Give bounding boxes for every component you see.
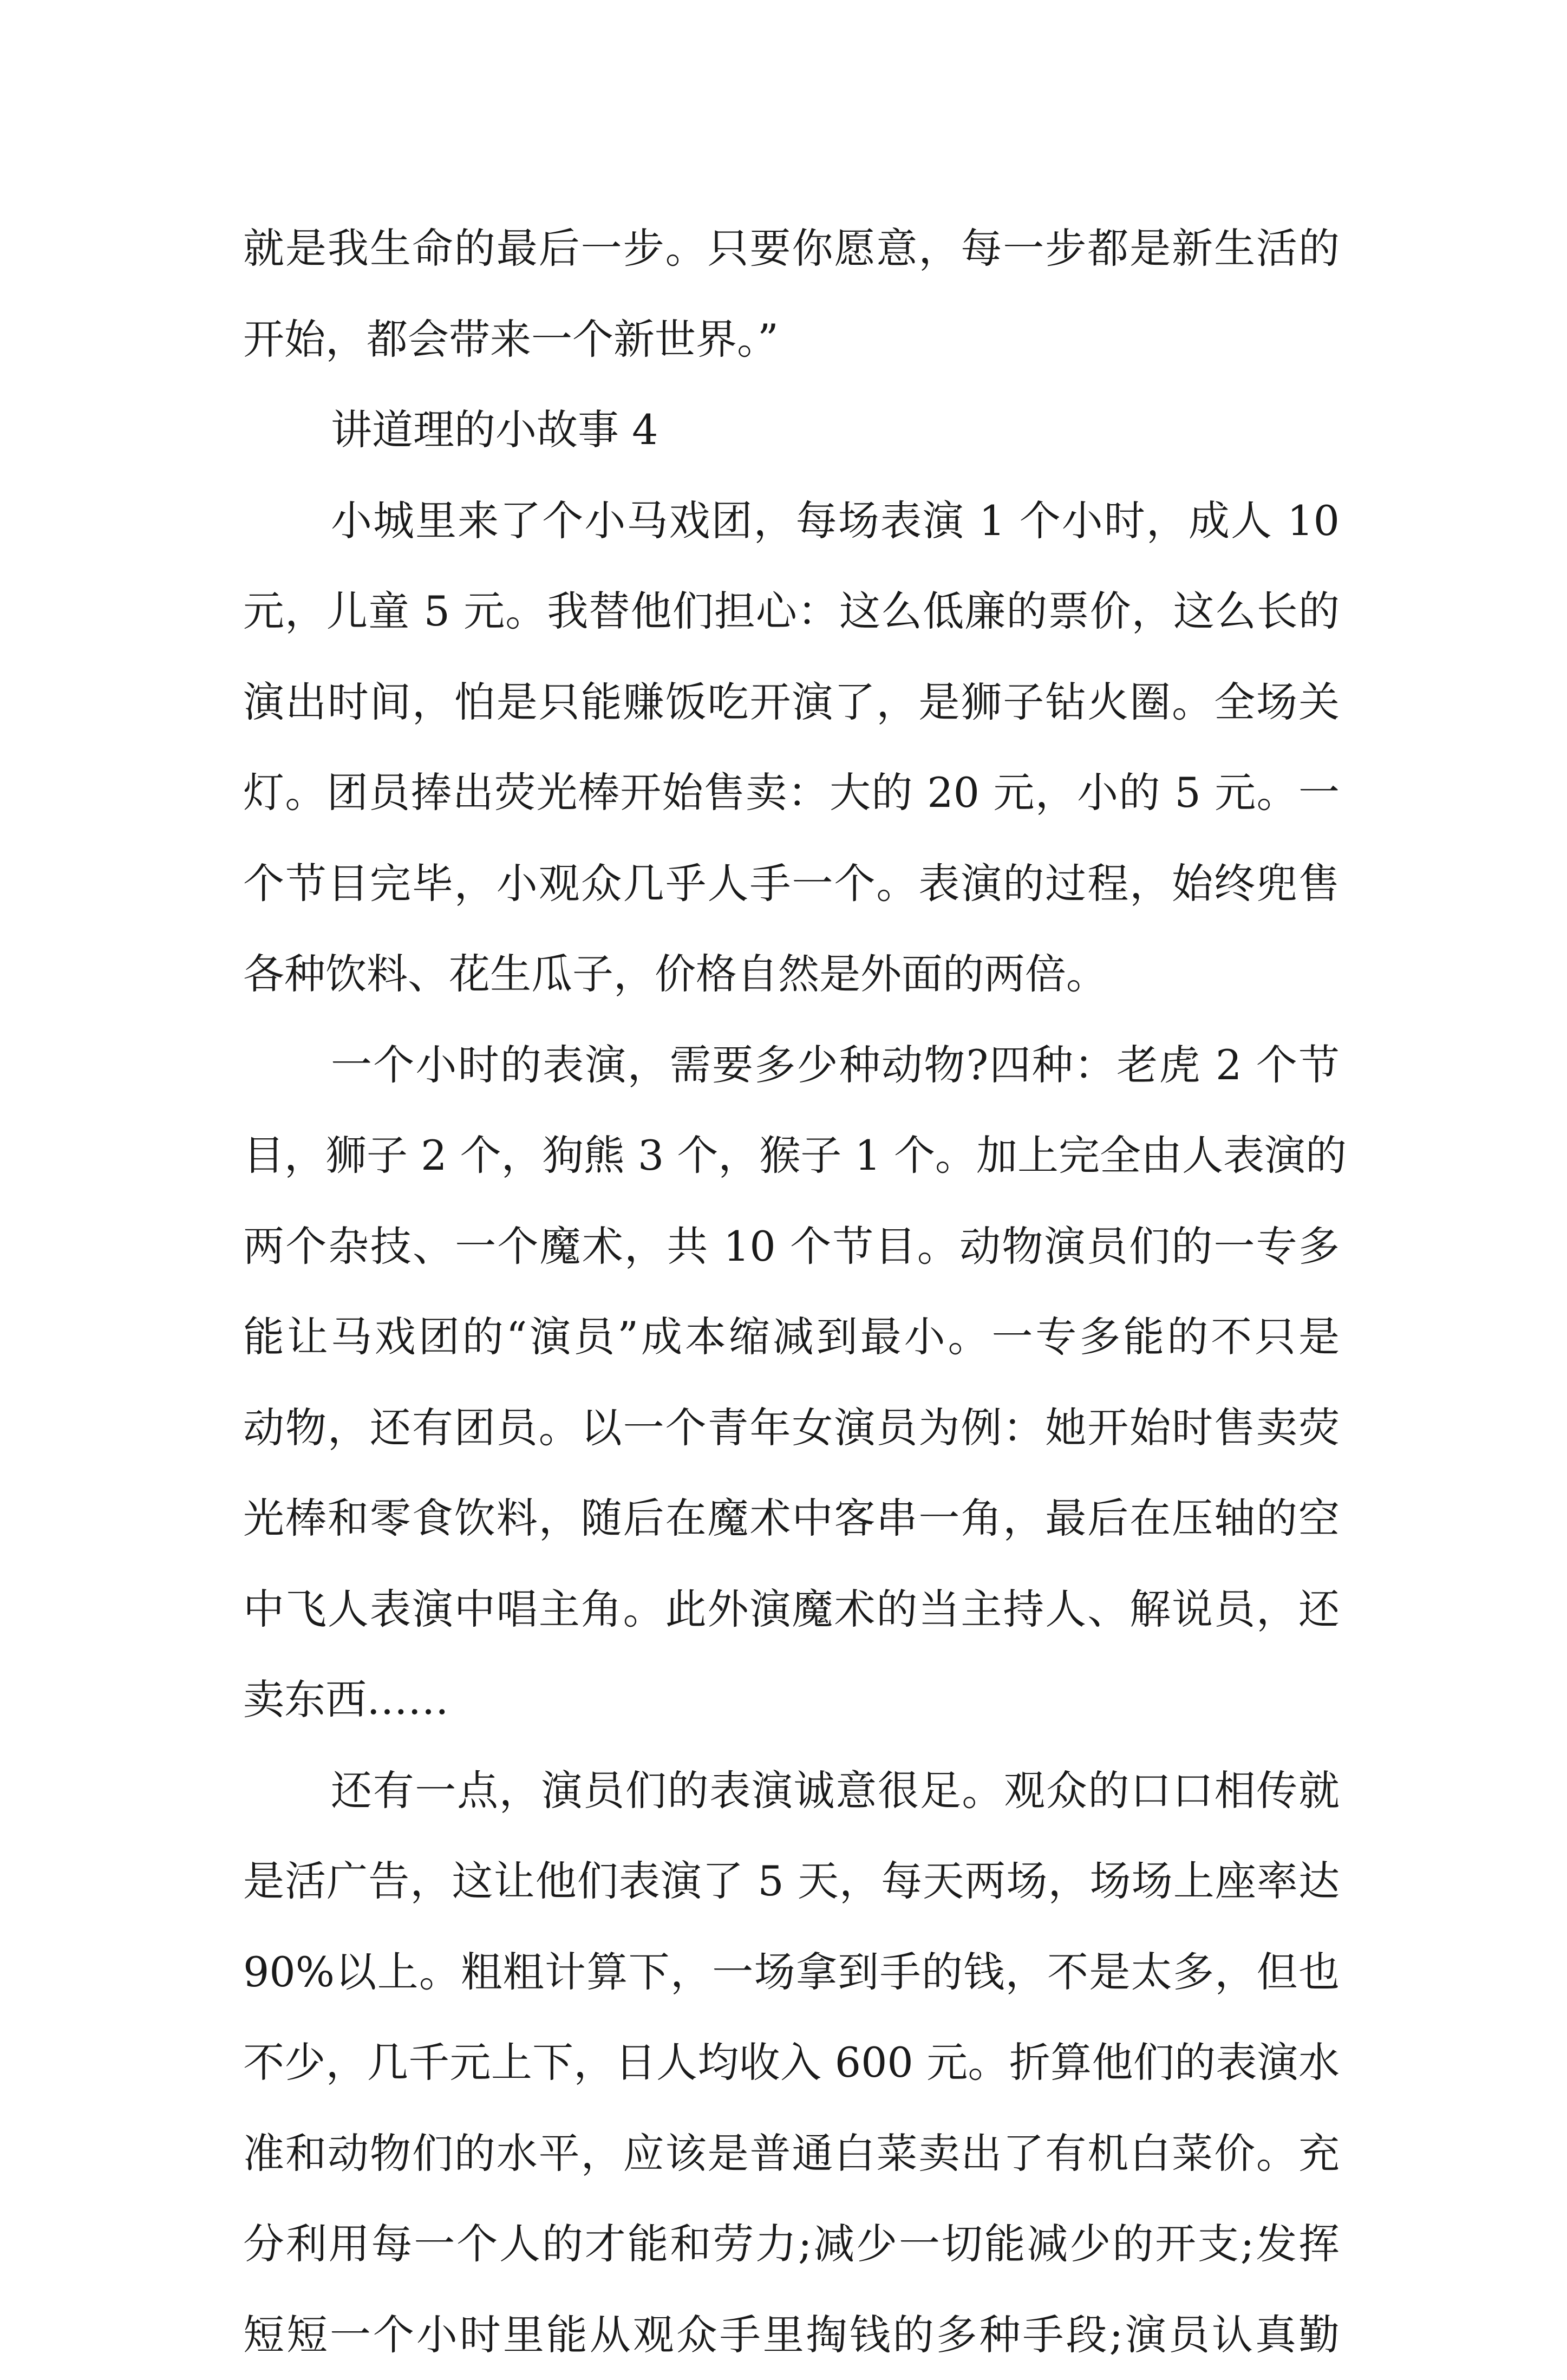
text-line: 不少，几千元上下，日人均收入 600 元。折算他们的表演水: [243, 2017, 1340, 2108]
text-line: 两个杂技、一个魔术，共 10 个节目。动物演员们的一专多: [243, 1201, 1340, 1292]
paragraph-continuation: [243, 203, 1340, 384]
text-line: 就是我生命的最后一步。只要你愿意，每一步都是新生活的: [243, 203, 1340, 294]
section-heading: [243, 384, 1340, 475]
text-line: 短短一个小时里能从观众手里掏钱的多种手段;演员认真勤: [243, 2290, 1340, 2380]
text-line: 一个小时的表演，需要多少种动物?四种：老虎 2 个节: [243, 1020, 1340, 1111]
text-line: 个节目完毕，小观众几乎人手一个。表演的过程，始终兜售: [243, 838, 1340, 929]
text-line: 灯。团员捧出荧光棒开始售卖：大的 20 元，小的 5 元。一: [243, 747, 1340, 838]
heading-text: 讲道理的小故事 4: [243, 384, 1340, 475]
text-line: 90%以上。粗粗计算下，一场拿到手的钱，不是太多，但也: [243, 1927, 1340, 2018]
text-line: 卖东西……: [243, 1654, 1340, 1745]
text-line: 元，儿童 5 元。我替他们担心：这么低廉的票价，这么长的: [243, 566, 1340, 657]
text-line: 演出时间，怕是只能赚饭吃开演了，是狮子钻火圈。全场关: [243, 657, 1340, 748]
text-line: 小城里来了个小马戏团，每场表演 1 个小时，成人 10: [243, 475, 1340, 566]
text-line: 动物，还有团员。以一个青年女演员为例：她开始时售卖荧: [243, 1383, 1340, 1473]
text-line: 还有一点，演员们的表演诚意很足。观众的口口相传就: [243, 1745, 1340, 1836]
text-line: 开始，都会带来一个新世界。”: [243, 294, 1340, 385]
text-line: 是活广告，这让他们表演了 5 天，每天两场，场场上座率达: [243, 1836, 1340, 1927]
paragraph: [243, 1745, 1340, 2380]
text-line: 准和动物们的水平，应该是普通白菜卖出了有机白菜价。充: [243, 2108, 1340, 2199]
text-line: 能让马戏团的“演员”成本缩减到最小。一专多能的不只是: [243, 1292, 1340, 1383]
paragraph: [243, 1020, 1340, 1745]
text-line: 各种饮料、花生瓜子，价格自然是外面的两倍。: [243, 929, 1340, 1020]
text-line: 光棒和零食饮料，随后在魔术中客串一角，最后在压轴的空: [243, 1473, 1340, 1564]
text-line: 分利用每一个人的才能和劳力;减少一切能减少的开支;发挥: [243, 2199, 1340, 2290]
document-body: [243, 203, 1340, 2380]
paragraph: [243, 475, 1340, 1020]
text-line: 中飞人表演中唱主角。此外演魔术的当主持人、解说员，还: [243, 1564, 1340, 1655]
text-line: 目，狮子 2 个，狗熊 3 个，猴子 1 个。加上完全由人表演的: [243, 1110, 1340, 1201]
